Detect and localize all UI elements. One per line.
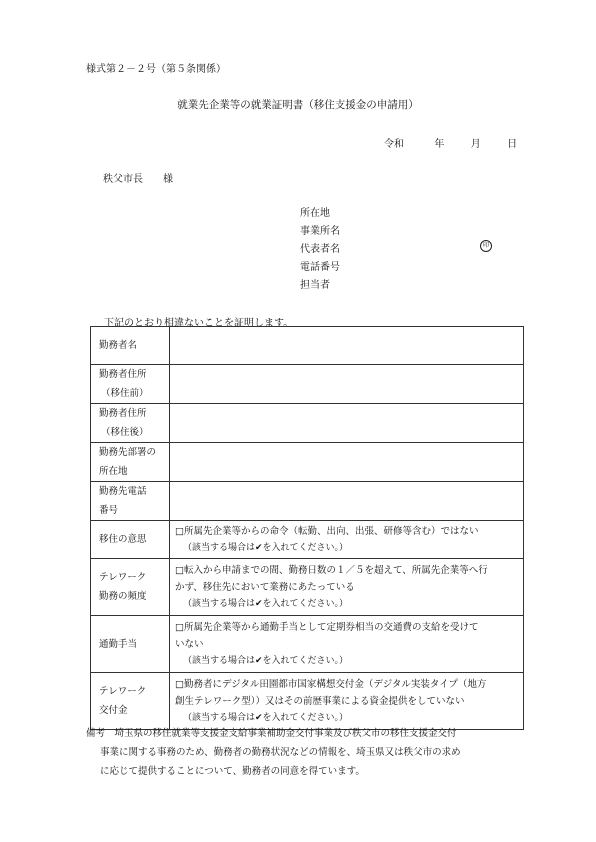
table-row bbox=[91, 673, 524, 730]
table-row bbox=[91, 327, 524, 365]
table-row bbox=[91, 482, 524, 521]
contact-person-label: 担当者 bbox=[300, 280, 330, 291]
date-month: 月 bbox=[470, 139, 481, 150]
date-era: 令和 bbox=[384, 139, 404, 150]
telework-grant-label: テレワーク 交付金 bbox=[91, 673, 170, 730]
commute-allowance-label: 通勤手当 bbox=[91, 616, 170, 673]
certificate-table bbox=[90, 326, 524, 730]
date-day: 日 bbox=[507, 139, 518, 150]
telework-grant-checkbox[interactable]: □勤務者にデジタル田園都市国家構想交付金（デジタル実装タイプ（地方 創生テレワーク型））又はその前歴事業による資金提供をしていない （該当する場合は✔を入れてください。） bbox=[170, 673, 524, 730]
table-row bbox=[91, 365, 524, 404]
date-year: 年 bbox=[434, 139, 445, 150]
worker-name-field[interactable] bbox=[170, 327, 524, 365]
table-row bbox=[91, 404, 524, 443]
worker-name-label: 勤務者名 bbox=[91, 327, 170, 365]
address-before-label: 勤務者住所 （移住前） bbox=[91, 365, 170, 404]
company-block bbox=[300, 205, 340, 295]
company-name-label: 事業所名 bbox=[300, 226, 340, 237]
addressee: 秩父市長 様 bbox=[103, 174, 173, 185]
department-location-label: 勤務先部署の 所在地 bbox=[91, 443, 170, 482]
relocation-intent-label: 移住の意思 bbox=[91, 521, 170, 559]
address-after-field[interactable] bbox=[170, 404, 524, 443]
document-title: 就業先企業等の就業証明書（移住支援金の申請用） bbox=[177, 99, 419, 111]
phone-label: 電話番号 bbox=[300, 262, 340, 273]
remarks-line-2: 事業に関する事務のため、勤務者の勤務状況などの情報を、埼玉県又は秩父市の求め bbox=[100, 747, 461, 758]
table-row bbox=[91, 559, 524, 616]
department-location-field[interactable] bbox=[170, 443, 524, 482]
table-row bbox=[91, 616, 524, 673]
telework-frequency-label: テレワーク 勤務の頻度 bbox=[91, 559, 170, 616]
address-after-label: 勤務者住所 （移住後） bbox=[91, 404, 170, 443]
address-before-field[interactable] bbox=[170, 365, 524, 404]
remarks bbox=[86, 724, 461, 781]
date-line bbox=[384, 135, 517, 150]
table-row bbox=[91, 443, 524, 482]
telework-frequency-checkbox[interactable]: □転入から申請までの間、勤務日数の１／５を超えて、所属先企業等へ行 かず、移住先において業務にあたっている （該当する場合は✔を入れてください。） bbox=[170, 559, 524, 616]
remarks-line-3: に応じて提供することについて、勤務者の同意を得ています。 bbox=[100, 766, 365, 777]
form-number: 様式第２－２号（第５条関係） bbox=[86, 64, 226, 75]
seal-mark: 印 bbox=[480, 240, 492, 252]
work-phone-label: 勤務先電話 番号 bbox=[91, 482, 170, 521]
company-address-label: 所在地 bbox=[300, 208, 330, 219]
remarks-line-1: 備考 埼玉県の移住就業等支援金支給事業補助金交付事業及び秩父市の移住支援金交付 bbox=[86, 728, 457, 739]
commute-allowance-checkbox[interactable]: □所属先企業等から通勤手当として定期券相当の交通費の支給を受けて いない （該当する場合は✔を入れてください。） bbox=[170, 616, 524, 673]
work-phone-field[interactable] bbox=[170, 482, 524, 521]
relocation-intent-checkbox[interactable]: □所属先企業等からの命令（転勤、出向、出張、研修等含む）ではない （該当する場合は✔を入れてください。） bbox=[170, 521, 524, 559]
certification-statement: 下記のとおり相違ないことを証明します。 bbox=[104, 318, 294, 329]
representative-label: 代表者名 bbox=[300, 244, 340, 255]
table-row bbox=[91, 521, 524, 559]
